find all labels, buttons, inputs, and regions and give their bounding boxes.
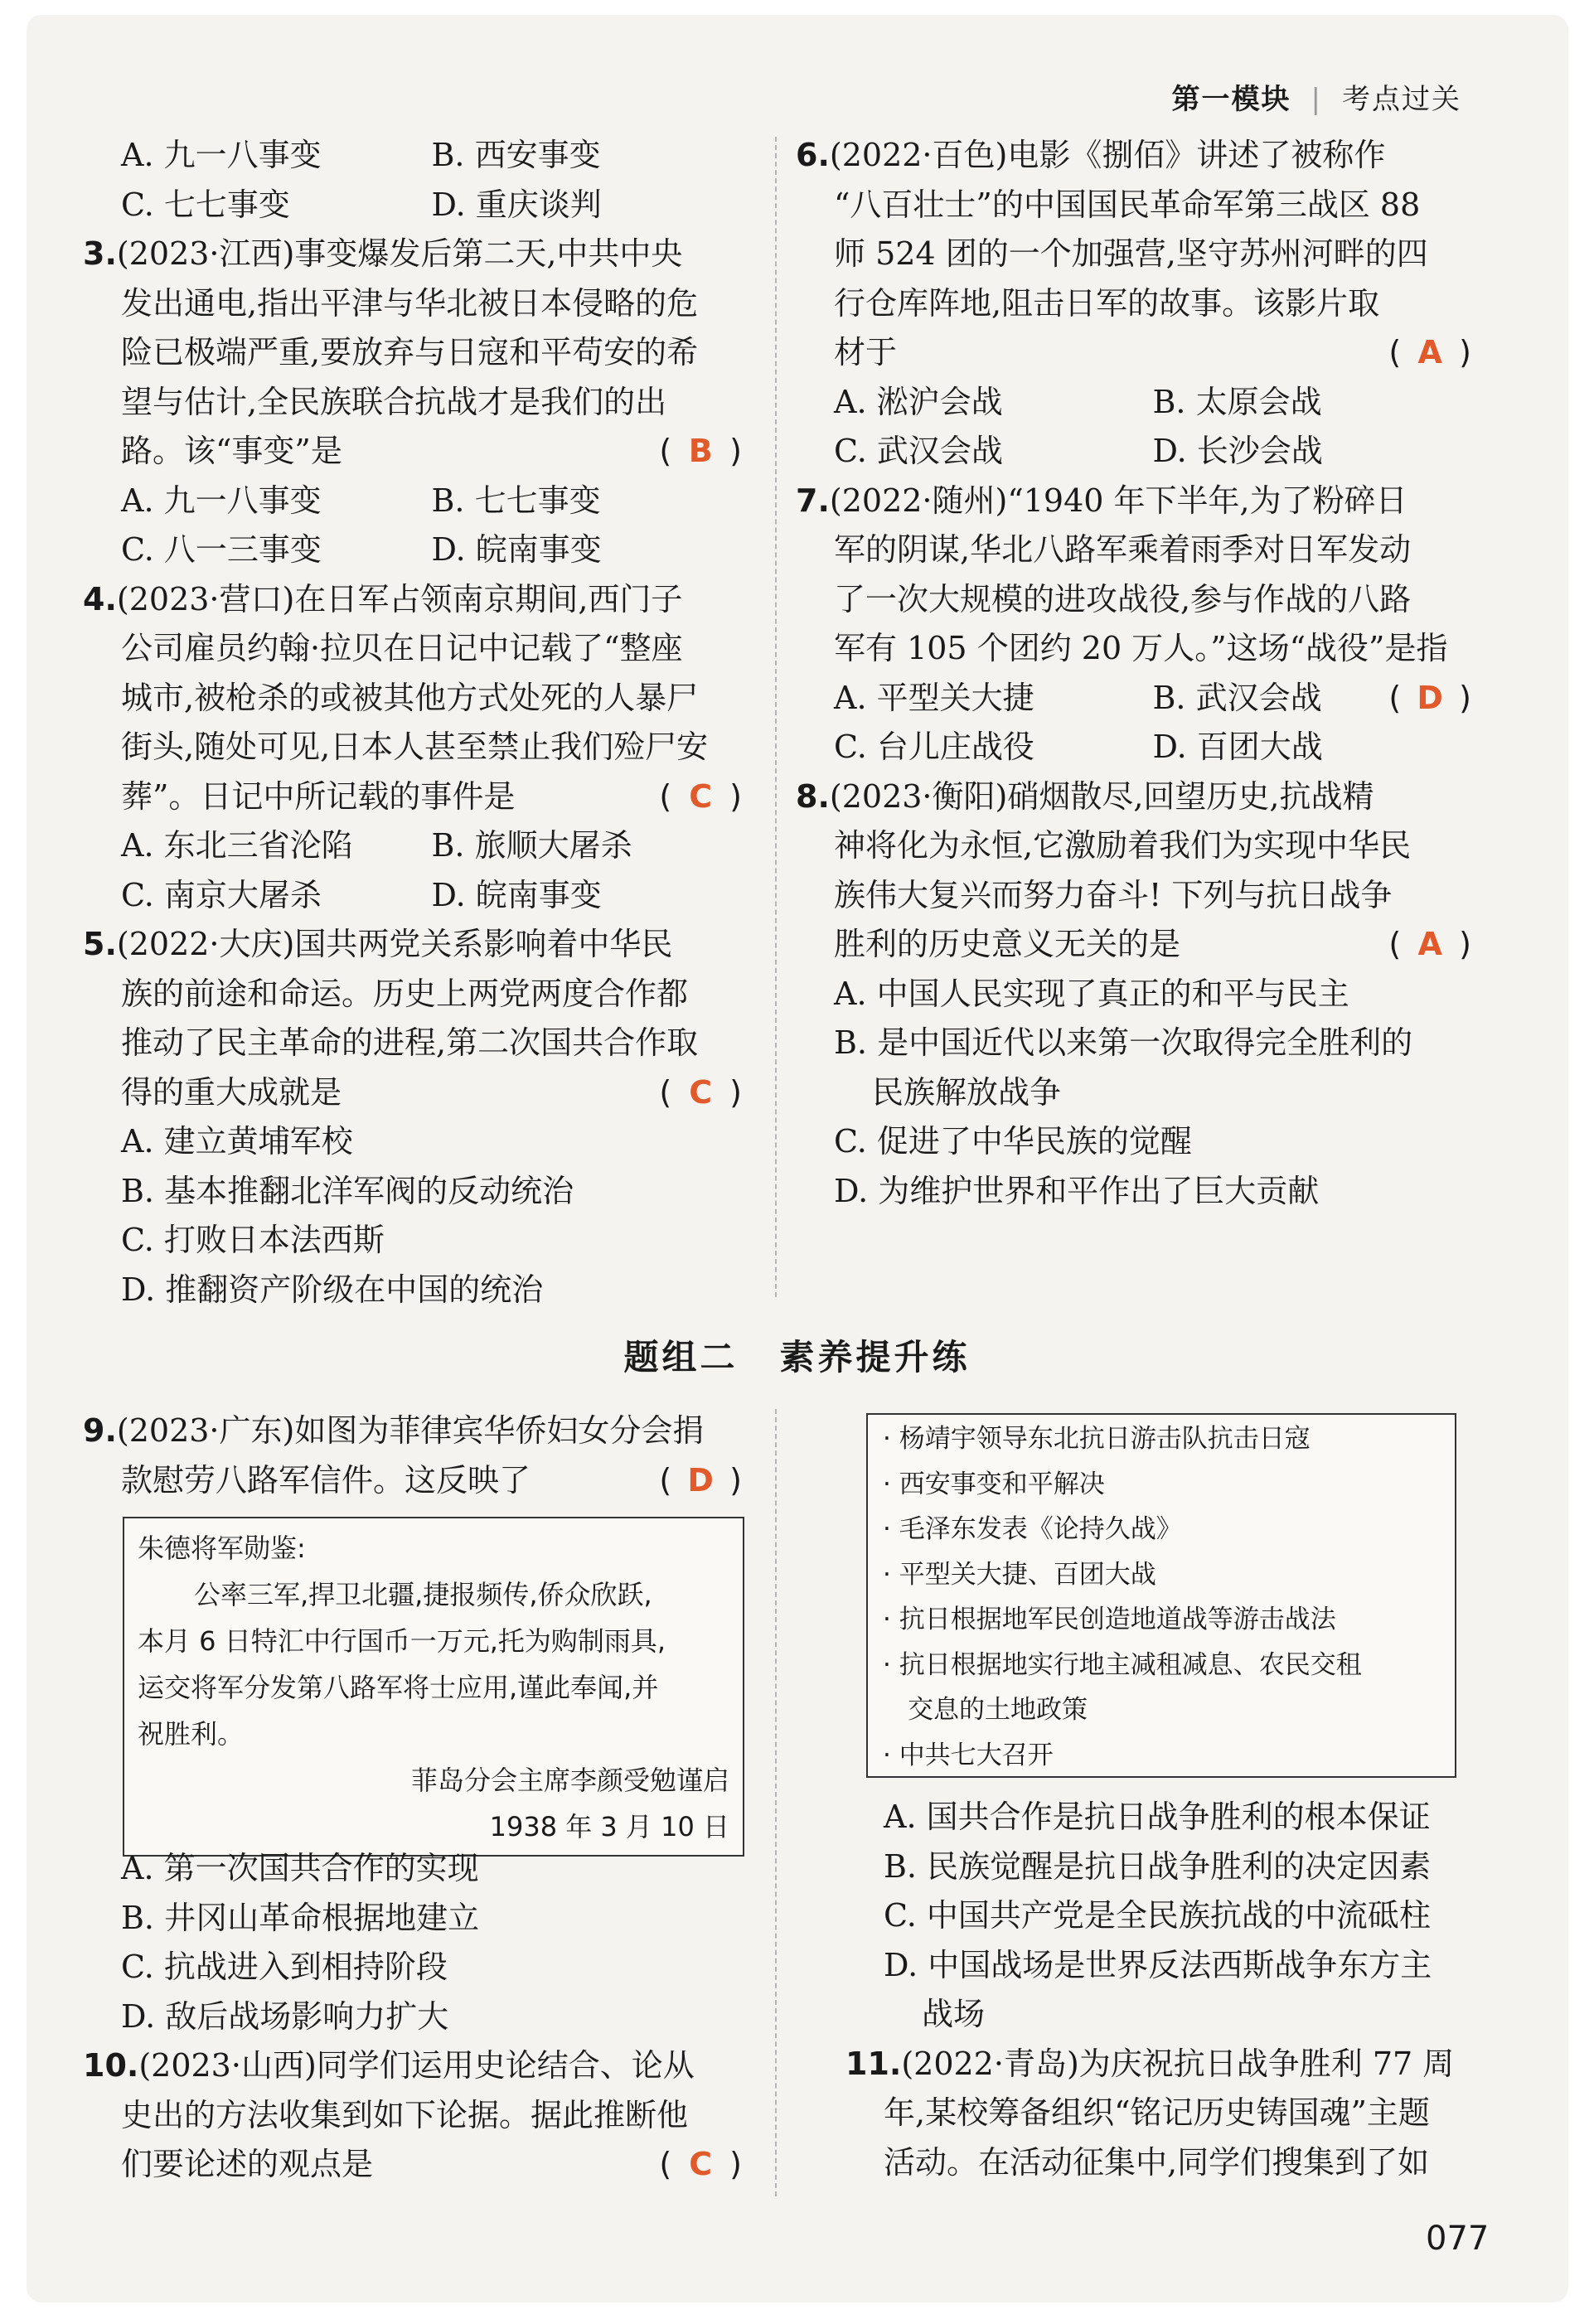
question-line-with-answer [83, 427, 742, 477]
question-number: 5. [83, 926, 117, 962]
column-divider-lower [775, 1409, 777, 2196]
answer-bracket [1388, 674, 1471, 724]
question-text: (2023·营口)在日军占领南京期间,西门子 [116, 580, 683, 617]
evidence-item: · 抗日根据地实行地主减租减息、农民交租 [883, 1649, 1362, 1680]
option-a: A. 九一八事变 [121, 137, 322, 173]
option-line: A. 中国人民实现了真正的和平与民主 [834, 975, 1349, 1012]
evidence-item: · 西安事变和平解决 [883, 1469, 1105, 1499]
bracket-right: ) [729, 433, 742, 469]
option-line: D. 推翻资产阶级在中国的统治 [121, 1271, 544, 1308]
letter-image [123, 1517, 744, 1857]
question-line [796, 131, 1471, 181]
question-number: 4. [83, 580, 117, 617]
question-text-line: 街头,随处可见,日本人甚至禁止我们殓尸安 [121, 729, 709, 765]
question-line [796, 772, 1471, 822]
question-text-line: 族伟大复兴而努力奋斗! 下列与抗日战争 [834, 876, 1393, 913]
letter-body-line: 公率三军,捍卫北疆,捷报频传,侨众欣跃, [194, 1579, 652, 1610]
letter-body-line: 运交将军分发第八路军将士应用,谨此奉闻,并 [138, 1672, 659, 1703]
bracket-left: ( [659, 2146, 672, 2182]
option-row [83, 477, 742, 526]
letter-salutation: 朱德将军勋鉴: [138, 1532, 306, 1564]
option-row [796, 427, 1471, 477]
option-a: A. 东北三省沦陷 [121, 827, 353, 864]
question-text-line: 望与估计,全民族联合抗战才是我们的出 [121, 383, 667, 420]
question-number: 11. [845, 2045, 902, 2082]
evidence-box [866, 1413, 1456, 1778]
option-line: C. 抗战进入到相持阶段 [121, 1949, 448, 1985]
question-line [83, 2041, 742, 2091]
question-text-line: 年,某校筹备组织“铭记历史铸国魂”主题 [884, 2094, 1430, 2131]
evidence-item: · 平型关大捷、百团大战 [883, 1559, 1156, 1590]
answer-letter: C [689, 1073, 713, 1111]
option-b: B. 七七事变 [431, 482, 601, 519]
column-divider [775, 137, 777, 1297]
option-line: C. 中国共产党是全民族抗战的中流砥柱 [884, 1897, 1431, 1934]
question-line-with-answer [83, 772, 742, 822]
question-text: 得的重大成就是 [121, 1073, 342, 1111]
option-line: D. 为维护世界和平作出了巨大贡献 [834, 1172, 1320, 1209]
question-text-line: 公司雇员约翰·拉贝在日记中记载了“整座 [121, 630, 683, 666]
question-line-with-answer [83, 2140, 742, 2190]
question-number: 10. [83, 2047, 139, 2084]
page-header [1172, 76, 1461, 117]
option-a: C. 台儿庄战役 [834, 729, 1034, 765]
question-text: 款慰劳八路军信件。这反映了 [121, 1461, 531, 1498]
option-a: C. 七七事变 [121, 186, 290, 223]
module-label: 第一模块 [1171, 83, 1291, 116]
option-row [83, 871, 742, 921]
option-row [83, 131, 742, 181]
bracket-left: ( [1388, 334, 1402, 370]
right-column-lower [845, 1793, 1475, 2187]
question-line [83, 1407, 742, 1456]
evidence-item: 交息的土地政策 [908, 1695, 1088, 1725]
option-b: B. 西安事变 [431, 137, 601, 173]
bracket-left: ( [1388, 679, 1402, 716]
bracket-right: ) [1459, 926, 1471, 962]
question-text-line: 史出的方法收集到如下论据。据此推断他 [121, 2096, 689, 2133]
answer-bracket [659, 427, 742, 477]
evidence-item: · 杨靖宇领导东北抗日游击队抗击日寇 [883, 1424, 1311, 1454]
header-separator: | [1311, 83, 1322, 116]
question-text-line: 发出通电,指出平津与华北被日本侵略的危 [121, 284, 699, 322]
option-line: A. 建立黄埔军校 [121, 1123, 353, 1160]
question-text: (2022·青岛)为庆祝抗日战争胜利 77 周 [901, 2045, 1455, 2082]
question-number: 9. [83, 1412, 117, 1449]
bracket-left: ( [659, 777, 672, 815]
question-line-with-answer [83, 1456, 742, 1506]
question-text: (2023·广东)如图为菲律宾华侨妇女分会捐 [116, 1412, 705, 1449]
option-line: C. 促进了中华民族的觉醒 [834, 1123, 1192, 1160]
question-text-line: 了一次大规模的进攻战役,参与作战的八路 [834, 580, 1412, 617]
option-line: B. 井冈山革命根据地建立 [121, 1899, 480, 1936]
bracket-left: ( [659, 1073, 672, 1111]
answer-letter: D [1417, 679, 1443, 716]
option-row [796, 723, 1471, 772]
bracket-left: ( [659, 1461, 672, 1498]
question-text-line: 师 524 团的一个加强营,坚守苏州河畔的四 [834, 235, 1428, 272]
question-line-with-answer [796, 920, 1471, 970]
option-a: C. 武汉会战 [834, 433, 1003, 469]
option-row [83, 181, 742, 230]
question-number: 6. [796, 137, 830, 173]
question-text: (2022·大庆)国共两党关系影响着中华民 [116, 926, 673, 962]
question-text: (2023·江西)事变爆发后第二天,中共中央 [116, 235, 683, 272]
option-a: A. 九一八事变 [121, 482, 322, 519]
option-line: B. 是中国近代以来第一次取得完全胜利的 [834, 1024, 1413, 1061]
question-text: (2023·山西)同学们运用史论结合、论从 [138, 2047, 695, 2084]
question-text-line: 行仓库阵地,阻击日军的故事。该影片取 [834, 284, 1380, 322]
answer-letter: A [1417, 334, 1442, 370]
bracket-right: ) [729, 2146, 742, 2182]
letter-date: 1938 年 3 月 10 日 [489, 1811, 729, 1842]
question-text-line: 神将化为永恒,它激励着我们为实现中华民 [834, 827, 1412, 864]
answer-letter: D [687, 1461, 714, 1498]
answer-bracket [659, 2140, 742, 2190]
question-line [83, 920, 742, 970]
question-text: (2022·百色)电影《捌佰》讲述了被称作 [829, 137, 1386, 173]
question-text: 路。该“事变”是 [121, 433, 342, 469]
question-text-line: 活动。在活动征集中,同学们搜集到了如 [884, 2143, 1430, 2181]
option-line: B. 基本推翻北洋军阀的反动统治 [121, 1172, 574, 1209]
option-line: A. 第一次国共合作的实现 [121, 1850, 479, 1886]
option-b: D. 皖南事变 [431, 876, 602, 913]
option-line: A. 国共合作是抗日战争胜利的根本保证 [884, 1799, 1431, 1835]
letter-signature: 菲岛分会主席李颜受勉谨启 [410, 1765, 729, 1796]
option-b: B. 太原会战 [1152, 383, 1322, 420]
option-b: B. 旅顺大屠杀 [431, 827, 632, 864]
question-text-line: 族的前途和命运。历史上两党两度合作都 [121, 975, 689, 1012]
option-row [796, 378, 1471, 428]
letter-body-line: 祝胜利。 [138, 1718, 245, 1750]
option-line-continued: 战场 [922, 1996, 986, 2032]
question-line-with-answer [796, 328, 1471, 378]
evidence-item: · 中共七大召开 [883, 1740, 1054, 1770]
question-text-line: “八百壮士”的中国国民革命军第三战区 88 [834, 186, 1421, 223]
question-number: 3. [83, 235, 117, 272]
letter-body-line: 本月 6 日特汇中行国币一万元,托为购制雨具, [138, 1625, 666, 1657]
option-line: B. 民族觉醒是抗日战争胜利的决定因素 [884, 1847, 1432, 1885]
bracket-right: ) [1459, 334, 1471, 370]
question-text: (2022·随州)“1940 年下半年,为了粉碎日 [829, 482, 1407, 519]
question-text: 葬”。日记中所记载的事件是 [121, 777, 516, 815]
option-b: D. 长沙会战 [1152, 433, 1323, 469]
option-b: B. 武汉会战 [1152, 679, 1322, 716]
question-line [796, 477, 1471, 526]
bracket-right: ) [1459, 679, 1471, 716]
answer-bracket [659, 1068, 742, 1118]
group-title-number: 题组二 [623, 1337, 739, 1377]
bracket-right: ) [729, 777, 742, 815]
answer-letter: C [689, 777, 713, 815]
option-b: D. 皖南事变 [431, 531, 602, 568]
option-line: D. 中国战场是世界反法西斯战争东方主 [884, 1946, 1432, 1983]
answer-bracket [1388, 328, 1471, 378]
question-text: 们要论述的观点是 [121, 2146, 374, 2182]
question-line [845, 2040, 1475, 2089]
option-line: C. 打败日本法西斯 [121, 1222, 385, 1258]
bracket-left: ( [1388, 926, 1402, 962]
answer-letter: B [688, 433, 713, 469]
question-text-line: 城市,被枪杀的或被其他方式处死的人暴尸 [121, 679, 699, 716]
question-text-line: 军的阴谋,华北八路军乘着雨季对日军发动 [834, 531, 1412, 568]
answer-bracket [1388, 920, 1471, 970]
bracket-left: ( [659, 433, 672, 469]
option-b: D. 重庆谈判 [431, 186, 602, 223]
bracket-right: ) [729, 1073, 742, 1111]
option-row [796, 674, 1471, 724]
option-line: D. 敌后战场影响力扩大 [121, 1997, 449, 2035]
group-title-name: 素养提升练 [779, 1337, 971, 1377]
question-line [83, 230, 742, 279]
evidence-item: · 抗日根据地军民创造地道战等游击战法 [883, 1605, 1336, 1634]
question-number: 8. [796, 777, 830, 815]
section-label: 考点过关 [1342, 83, 1461, 116]
question-text: (2023·衡阳)硝烟散尽,回望历史,抗战精 [829, 777, 1374, 815]
option-line-continued: 民族解放战争 [872, 1073, 1062, 1111]
question-line [83, 575, 742, 625]
option-a: A. 淞沪会战 [834, 383, 1003, 420]
right-column [796, 131, 1471, 1216]
option-a: C. 八一三事变 [121, 531, 322, 568]
question-line-with-answer [83, 1068, 742, 1118]
bracket-right: ) [729, 1461, 742, 1498]
group-title [0, 1330, 1594, 1380]
answer-bracket [659, 772, 742, 822]
left-column-lower-options [83, 1844, 742, 2190]
option-b: D. 百团大战 [1152, 729, 1323, 765]
question-text-line: 军有 105 个团约 20 万人。”这场“战役”是指 [834, 630, 1448, 666]
answer-bracket [659, 1456, 742, 1506]
question-text-line: 险已极端严重,要放弃与日寇和平苟安的希 [121, 334, 699, 370]
question-text: 胜利的历史意义无关的是 [834, 926, 1181, 962]
option-row [83, 821, 742, 871]
question-text-line: 推动了民主革命的进程,第二次国共合作取 [121, 1024, 699, 1061]
question-number: 7. [796, 482, 830, 519]
page-number: 077 [1426, 2220, 1490, 2258]
option-a: C. 南京大屠杀 [121, 876, 322, 913]
left-column [83, 131, 742, 1315]
evidence-item: · 毛泽东发表《论持久战》 [883, 1514, 1182, 1544]
left-column-lower [83, 1407, 742, 1505]
option-a: A. 平型关大捷 [834, 679, 1034, 716]
answer-letter: A [1417, 926, 1442, 962]
answer-letter: C [689, 2146, 713, 2182]
question-text: 材于 [834, 334, 898, 370]
option-row [83, 525, 742, 575]
